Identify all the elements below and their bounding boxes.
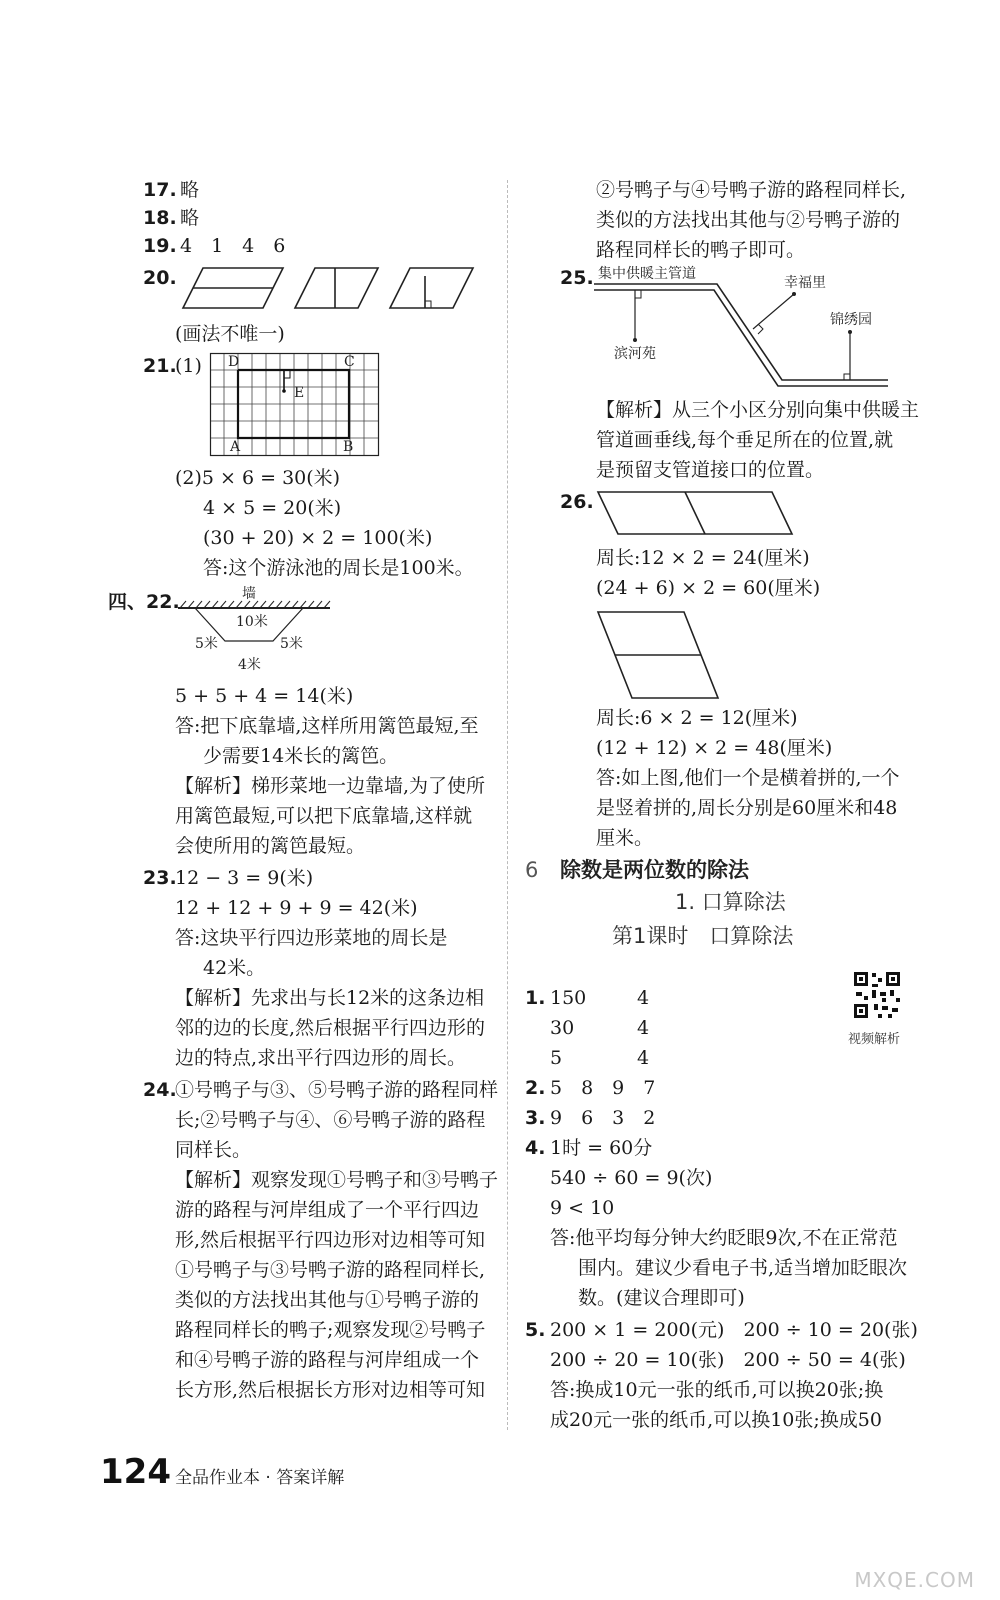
footer-book-title: 全品作业本 · 答案详解 [175,1468,345,1488]
grid-label-e: E [294,385,305,401]
qr-code-icon[interactable] [852,970,902,1020]
a1-r3-c1: 5 [550,1047,563,1069]
q24-analysis-7: 和④号鸭子游的路程与河岸组成一个 [175,1349,480,1371]
q26-answer-3: 厘米。 [596,827,654,849]
a4-answer-1: 答:他平均每分钟大约眨眼9次,不在正常范 [550,1227,898,1249]
q20-parallelogram-figures [175,266,475,316]
main-pipe-label: 集中供暖主管道 [598,266,696,282]
a4-line-3: 9 < 10 [550,1197,615,1219]
q19-answer: 4 1 4 6 [180,235,286,257]
q24-analysis-3: 形,然后根据平行四边形对边相等可知 [175,1229,486,1251]
q24-analysis-1: 【解析】观察发现①号鸭子和③号鸭子 [175,1169,499,1191]
jinxiuyuan-label: 锦绣园 [830,312,872,328]
left-length-label: 5米 [195,636,218,652]
q26-number: 26. [560,491,594,513]
grid-label-b: B [343,439,354,455]
parallelogram-2 [295,268,378,308]
a1-number: 1. [525,987,546,1009]
q24-analysis-5: 类似的方法找出其他与①号鸭子游的 [175,1289,480,1311]
q24-analysis-2: 游的路程与河岸组成了一个平行四边 [175,1199,480,1221]
q17-number: 17. [143,179,177,201]
q18-number: 18. [143,207,177,229]
xingfuli-label: 幸福里 [784,275,826,291]
section-title: 1. 口算除法 [675,890,786,914]
q23-analysis-1: 【解析】先求出与长12米的这条边相 [175,987,485,1009]
q17-answer: 略 [180,179,200,201]
q21-number: 21. [143,355,177,377]
q24-analysis-6: 路程同样长的鸭子;观察发现②号鸭子 [175,1319,486,1341]
q26-perimeter-1a: 周长:12 × 2 = 24(厘米) [596,547,810,569]
q23-analysis-2: 邻的边的长度,然后根据平行四边形的 [175,1017,486,1039]
lesson-title: 第1课时 口算除法 [612,924,794,948]
qr-caption: 视频解析 [848,1032,901,1047]
a2-answer: 5 8 9 7 [550,1077,656,1099]
q26-perimeter-2b: (12 + 12) × 2 = 48(厘米) [596,737,833,759]
q23-number: 23. [143,867,177,889]
q25-analysis-2: 管道画垂线,每个垂足所在的位置,就 [596,429,894,451]
q25-pipeline-figure [592,262,892,387]
a4-answer-2: 围内。建议少看电子书,适当增加眨眼次 [578,1257,908,1279]
a5-line-1: 200 × 1 = 200(元) 200 ÷ 10 = 20(张) [550,1319,918,1341]
grid-label-d: D [228,354,240,370]
q22-number: 四、22. [108,591,180,613]
right-angle-mark [425,301,431,308]
q24-analysis-4: ①号鸭子与③号鸭子游的路程同样长, [175,1259,486,1281]
q22-line-3: 少需要14米长的篱笆。 [203,745,399,767]
q26-answer-1: 答:如上图,他们一个是横着拼的,一个 [596,767,900,789]
a5-answer-2: 成20元一张的纸币,可以换10张;换成50 [550,1409,882,1431]
q26-vertical-figure [596,610,726,702]
q23-line-3: 答:这块平行四边形菜地的周长是 [175,927,448,949]
grid-label-c: C [344,354,355,370]
q24-line-3: 同样长。 [175,1139,252,1161]
q22-trapezoid-figure [170,586,340,676]
q18-answer: 略 [180,207,200,229]
bottom-length-label: 4米 [238,657,261,673]
a5-line-2: 200 ÷ 20 = 10(张) 200 ÷ 50 = 4(张) [550,1349,906,1371]
q21-line-2: 4 × 5 = 20(米) [203,497,342,519]
q24-line-2: 长;②号鸭子与④、⑥号鸭子游的路程 [175,1109,486,1131]
q22-analysis-2: 用篱笆最短,可以把下底靠墙,这样就 [175,805,473,827]
right-length-label: 5米 [280,636,303,652]
a4-line-2: 540 ÷ 60 = 9(次) [550,1167,713,1189]
a1-r2-c2: 4 [637,1017,650,1039]
q24-line-1: ①号鸭子与③、⑤号鸭子游的路程同样 [175,1079,499,1101]
a4-answer-3: 数。(建议合理即可) [578,1287,745,1309]
a5-answer-1: 答:换成10元一张的纸币,可以换20张;换 [550,1379,884,1401]
top-length-label: 10米 [236,614,268,630]
q22-analysis-1: 【解析】梯形菜地一边靠墙,为了使所 [175,775,486,797]
a1-r1-c2: 4 [637,987,650,1009]
page-number: 124 [100,1452,171,1492]
chapter-number: 6 [525,858,539,882]
a4-number: 4. [525,1137,546,1159]
q20-note: (画法不唯一) [175,323,285,345]
q19-number: 19. [143,235,177,257]
a1-r2-c1: 30 [550,1017,575,1039]
a5-number: 5. [525,1319,546,1341]
q21-answer: 答:这个游泳池的周长是100米。 [203,557,474,579]
q23-analysis-3: 边的特点,求出平行四边形的周长。 [175,1047,467,1069]
q20-number: 20. [143,267,177,289]
q26-answer-2: 是竖着拼的,周长分别是60厘米和48 [596,797,898,819]
q24-continued-3: 路程同样长的鸭子即可。 [596,239,806,261]
q21-line-1: (2)5 × 6 = 30(米) [175,467,341,489]
a1-r3-c2: 4 [637,1047,650,1069]
q26-perimeter-1b: (24 + 6) × 2 = 60(厘米) [596,577,821,599]
q24-number: 24. [143,1079,177,1101]
q24-continued-2: 类似的方法找出其他与②号鸭子游的 [596,209,901,231]
q23-line-2: 12 + 12 + 9 + 9 = 42(米) [175,897,418,919]
a3-number: 3. [525,1107,546,1129]
q26-horizontal-figure [596,490,796,538]
q23-line-1: 12 − 3 = 9(米) [175,867,314,889]
q25-analysis-3: 是预留支管道接口的位置。 [596,459,825,481]
a2-number: 2. [525,1077,546,1099]
binheyuan-label: 滨河苑 [614,346,656,362]
watermark: MXQE.COM [854,1568,975,1592]
q23-line-4: 42米。 [203,957,266,979]
q22-line-2: 答:把下底靠墙,这样所用篱笆最短,至 [175,715,479,737]
main-pipe-lower [594,290,888,386]
wall-label: 墙 [242,586,256,602]
a4-line-1: 1时 = 60分 [550,1137,653,1159]
a3-answer: 9 6 3 2 [550,1107,656,1129]
grid-label-a: A [230,439,241,455]
q26-perimeter-2a: 周长:6 × 2 = 12(厘米) [596,707,798,729]
column-divider [507,180,508,1430]
q21-line-3: (30 + 20) × 2 = 100(米) [203,527,433,549]
a1-r1-c1: 150 [550,987,587,1009]
q24-continued-1: ②号鸭子与④号鸭子游的路程同样长, [596,179,907,201]
xingfuli-branch [753,294,794,329]
q22-line-1: 5 + 5 + 4 = 14(米) [175,685,354,707]
q25-number: 25. [560,267,594,289]
q21-part1: (1) [175,355,202,377]
q24-analysis-8: 长方形,然后根据长方形对边相等可知 [175,1379,486,1401]
q21-grid-figure [210,353,380,458]
q25-analysis-1: 【解析】从三个小区分别向集中供暖主 [596,399,920,421]
q22-analysis-3: 会使所用的篱笆最短。 [175,835,366,857]
chapter-title: 除数是两位数的除法 [560,858,749,882]
